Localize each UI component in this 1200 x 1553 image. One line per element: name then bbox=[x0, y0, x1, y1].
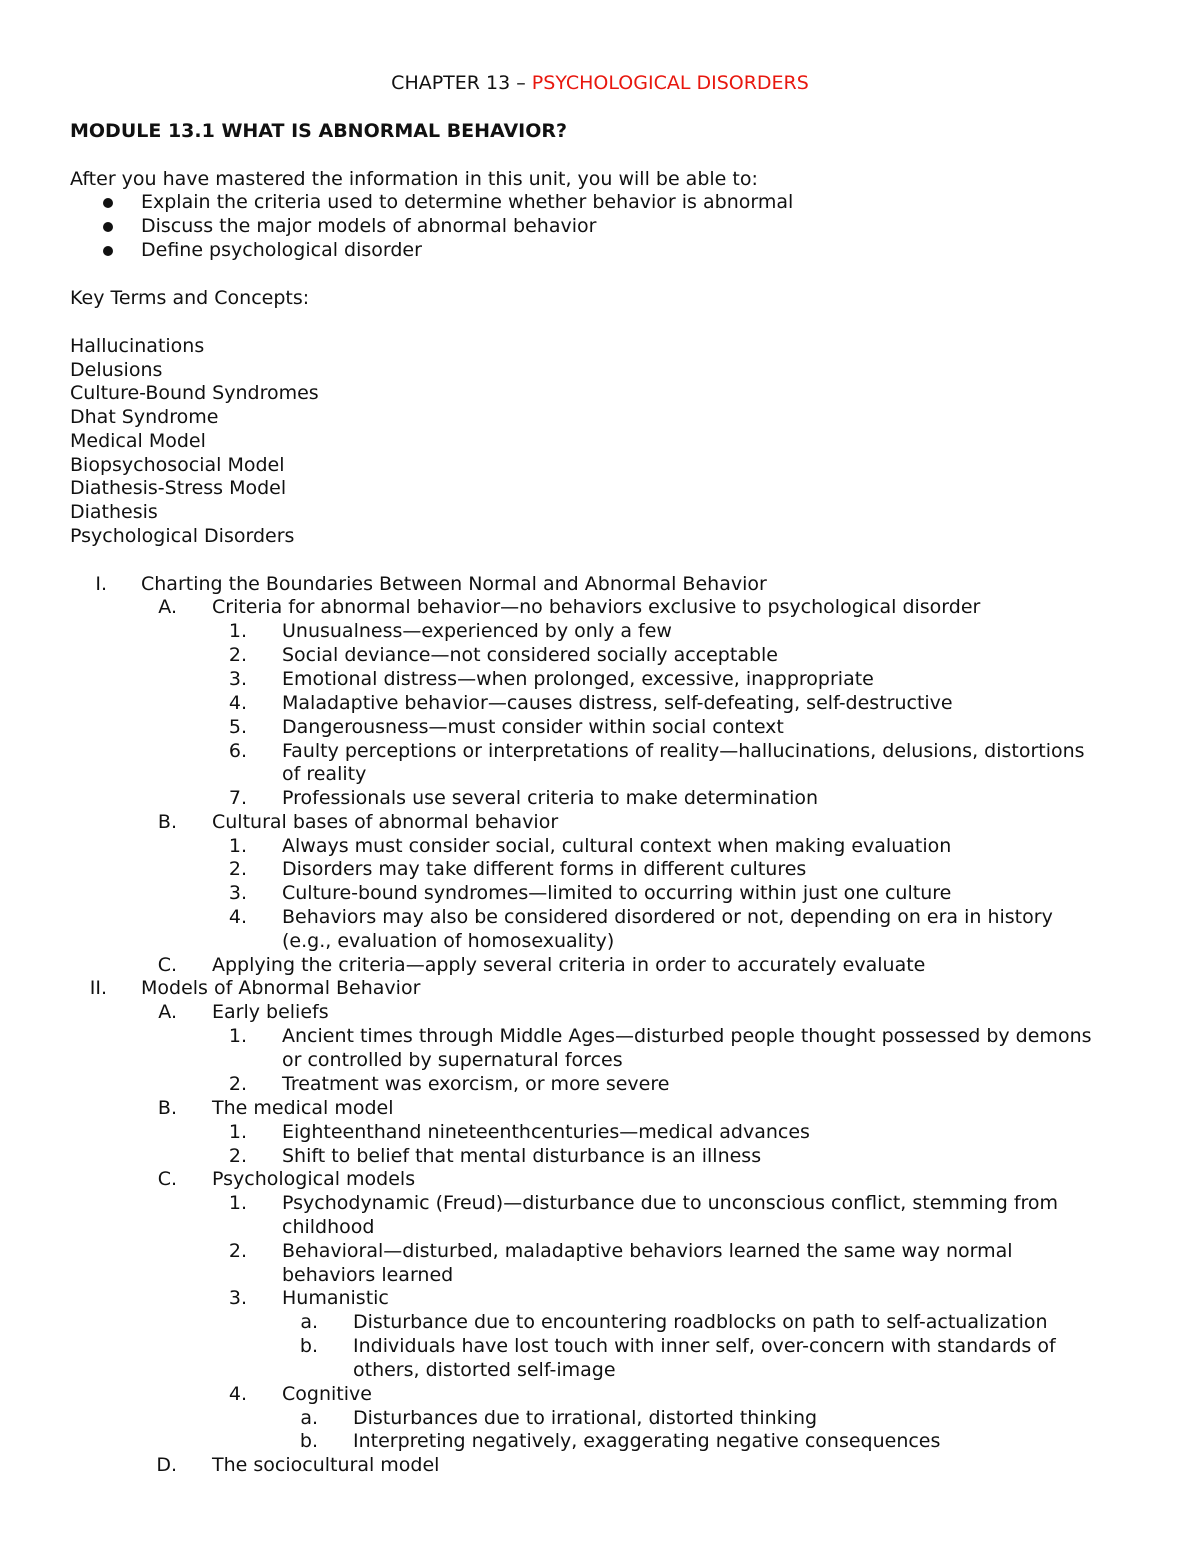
outline-marker: 5. bbox=[228, 716, 247, 738]
intro-text: After you have mastered the information in this unit, you will be able to: bbox=[70, 168, 758, 190]
outline-item: Behaviors may also be considered disordered or not, depending on era in history bbox=[282, 906, 1053, 928]
outline-marker: a. bbox=[300, 1407, 318, 1429]
outline-marker: C. bbox=[157, 1168, 177, 1190]
key-term: Psychological Disorders bbox=[70, 525, 295, 547]
bullet-icon bbox=[103, 246, 113, 256]
outline-item: Maladaptive behavior—causes distress, self-defeating, self-destructive bbox=[282, 692, 953, 714]
outline-item: Shift to belief that mental disturbance is an illness bbox=[282, 1145, 762, 1167]
outline-marker: b. bbox=[299, 1335, 318, 1357]
outline-item: Early beliefs bbox=[212, 1001, 329, 1023]
outline-item: others, distorted self-image bbox=[353, 1359, 616, 1381]
outline-item: Individuals have lost touch with inner self, over-concern with standards of bbox=[353, 1335, 1056, 1357]
chapter-title-text: PSYCHOLOGICAL DISORDERS bbox=[531, 72, 809, 94]
outline-item: Eighteenthand nineteenthcenturies—medical advances bbox=[282, 1121, 810, 1143]
outline-item: Faulty perceptions or interpretations of reality—hallucinations, delusions, distortions bbox=[282, 740, 1085, 762]
outline-item: of reality bbox=[282, 763, 367, 785]
outline-item: Humanistic bbox=[282, 1287, 389, 1309]
outline-marker: I. bbox=[95, 573, 107, 595]
objective-item: Discuss the major models of abnormal behavior bbox=[141, 215, 597, 237]
outline-marker: II. bbox=[89, 977, 107, 999]
outline-marker: D. bbox=[156, 1454, 177, 1476]
outline-item: or controlled by supernatural forces bbox=[282, 1049, 623, 1071]
outline-item: The sociocultural model bbox=[212, 1454, 440, 1476]
chapter-title bbox=[0, 72, 1200, 95]
key-term: Hallucinations bbox=[70, 335, 205, 357]
outline-marker: 2. bbox=[228, 858, 247, 880]
outline-marker: 2. bbox=[228, 644, 247, 666]
outline-marker: 4. bbox=[228, 906, 247, 928]
outline-item: behaviors learned bbox=[282, 1264, 454, 1286]
outline-marker: a. bbox=[300, 1311, 318, 1333]
key-term: Biopsychosocial Model bbox=[70, 454, 285, 476]
outline-item: The medical model bbox=[212, 1097, 394, 1119]
outline-item: Charting the Boundaries Between Normal and Abnormal Behavior bbox=[141, 573, 767, 595]
outline-item: childhood bbox=[282, 1216, 375, 1238]
outline-item: Dangerousness—must consider within social context bbox=[282, 716, 784, 738]
outline-marker: 2. bbox=[228, 1240, 247, 1262]
outline-item: Unusualness—experienced by only a few bbox=[282, 620, 672, 642]
outline-item: Emotional distress—when prolonged, excessive, inappropriate bbox=[282, 668, 874, 690]
outline-marker: 3. bbox=[228, 882, 247, 904]
outline-item: Psychodynamic (Freud)—disturbance due to unconscious conflict, stemming from bbox=[282, 1192, 1059, 1214]
outline-marker: 2. bbox=[228, 1145, 247, 1167]
outline-item: Applying the criteria—apply several criteria in order to accurately evaluate bbox=[212, 954, 926, 976]
module-heading: MODULE 13.1 WHAT IS ABNORMAL BEHAVIOR? bbox=[70, 120, 568, 142]
key-term: Delusions bbox=[70, 359, 163, 381]
outline-marker: b. bbox=[299, 1430, 318, 1452]
outline-marker: 3. bbox=[228, 668, 247, 690]
outline-item: Cultural bases of abnormal behavior bbox=[212, 811, 559, 833]
outline-marker: 7. bbox=[228, 787, 247, 809]
outline-item: Cognitive bbox=[282, 1383, 372, 1405]
outline-item: Behavioral—disturbed, maladaptive behaviors learned the same way normal bbox=[282, 1240, 1013, 1262]
outline-marker: 3. bbox=[228, 1287, 247, 1309]
outline-item: Culture-bound syndromes—limited to occurring within just one culture bbox=[282, 882, 952, 904]
key-term: Medical Model bbox=[70, 430, 206, 452]
outline-item: Ancient times through Middle Ages—disturbed people thought possessed by demons bbox=[282, 1025, 1092, 1047]
key-term: Diathesis bbox=[70, 501, 158, 523]
key-term: Dhat Syndrome bbox=[70, 406, 219, 428]
outline-marker: B. bbox=[157, 1097, 177, 1119]
outline-item: Disorders may take different forms in different cultures bbox=[282, 858, 807, 880]
bullet-icon bbox=[103, 198, 113, 208]
outline-item: Treatment was exorcism, or more severe bbox=[282, 1073, 670, 1095]
outline-marker: 4. bbox=[228, 1383, 247, 1405]
outline-marker: 1. bbox=[228, 835, 247, 857]
outline-marker: A. bbox=[158, 1001, 177, 1023]
outline-item: Interpreting negatively, exaggerating negative consequences bbox=[353, 1430, 941, 1452]
outline-marker: A. bbox=[158, 596, 177, 618]
outline-marker: 1. bbox=[228, 1121, 247, 1143]
outline-marker: 6. bbox=[228, 740, 247, 762]
outline-marker: 2. bbox=[228, 1073, 247, 1095]
outline-item: Disturbances due to irrational, distorted thinking bbox=[353, 1407, 818, 1429]
outline-item: Always must consider social, cultural context when making evaluation bbox=[282, 835, 952, 857]
outline-item: Disturbance due to encountering roadblocks on path to self-actualization bbox=[353, 1311, 1048, 1333]
bullet-icon bbox=[103, 222, 113, 232]
outline-marker: 4. bbox=[228, 692, 247, 714]
outline-marker: 1. bbox=[228, 620, 247, 642]
outline-marker: 1. bbox=[228, 1025, 247, 1047]
outline-item: (e.g., evaluation of homosexuality) bbox=[282, 930, 615, 952]
outline-marker: B. bbox=[157, 811, 177, 833]
key-term: Diathesis-Stress Model bbox=[70, 477, 287, 499]
outline-item: Social deviance—not considered socially acceptable bbox=[282, 644, 778, 666]
outline-marker: C. bbox=[157, 954, 177, 976]
outline-item: Psychological models bbox=[212, 1168, 416, 1190]
outline-item: Models of Abnormal Behavior bbox=[141, 977, 421, 999]
outline-marker: 1. bbox=[228, 1192, 247, 1214]
chapter-prefix: CHAPTER 13 – bbox=[391, 72, 532, 94]
key-terms-heading: Key Terms and Concepts: bbox=[70, 287, 310, 309]
outline-item: Professionals use several criteria to make determination bbox=[282, 787, 819, 809]
outline-item: Criteria for abnormal behavior—no behaviors exclusive to psychological disorder bbox=[212, 596, 981, 618]
objective-item: Define psychological disorder bbox=[141, 239, 422, 261]
objective-item: Explain the criteria used to determine whether behavior is abnormal bbox=[141, 191, 794, 213]
key-term: Culture-Bound Syndromes bbox=[70, 382, 319, 404]
